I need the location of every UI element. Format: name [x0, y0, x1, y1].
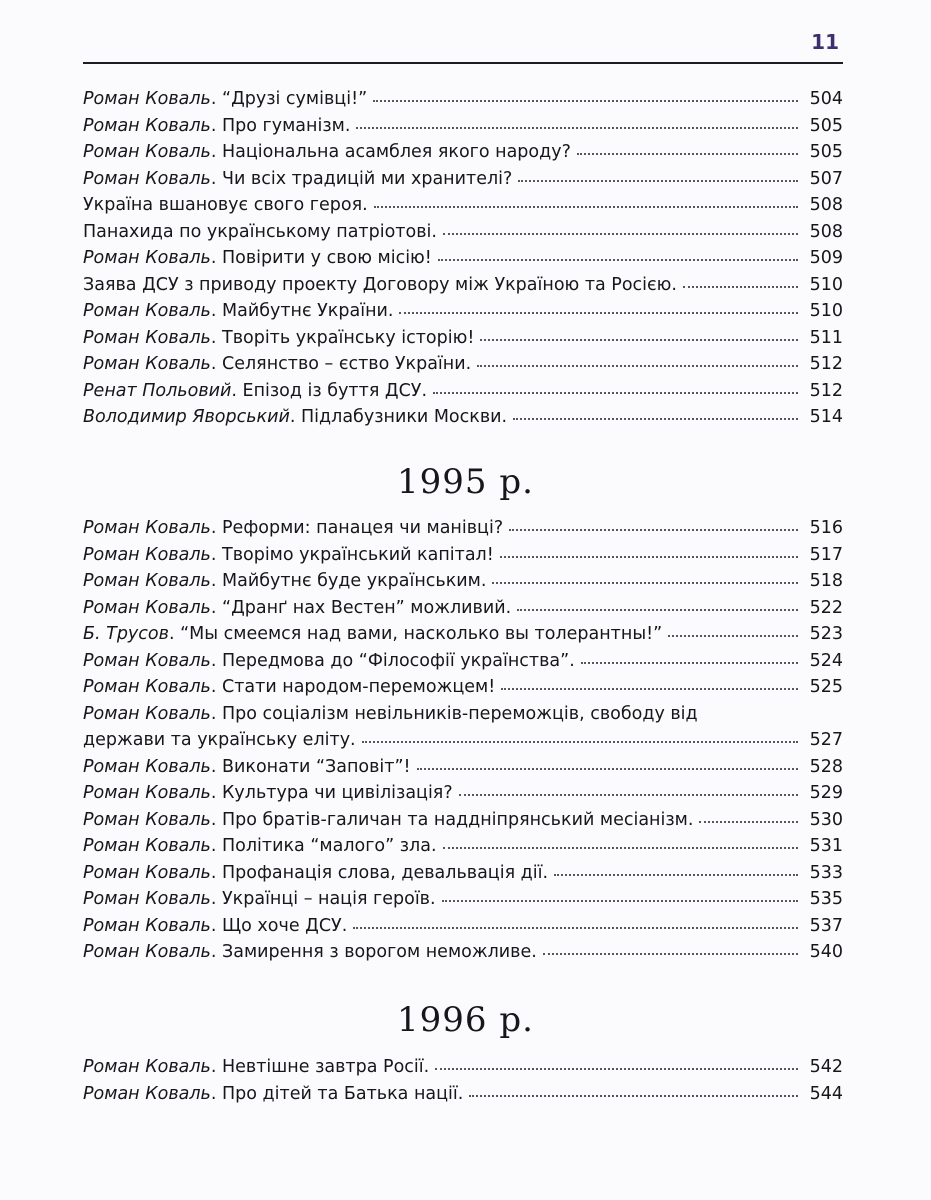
- entry-text: Ренат Польовий. Епізод із буття ДСУ.: [83, 380, 428, 401]
- entry-page-number: 517: [809, 544, 843, 565]
- entry-text: Роман Коваль. Чи всіх традицій ми хранителі?: [83, 168, 513, 189]
- dot-leader: [374, 206, 798, 208]
- entry-title: Епізод із буття ДСУ.: [242, 380, 428, 401]
- entry-title: Профанація слова, девальвація дії.: [222, 862, 549, 883]
- entry-page-number: 535: [809, 889, 843, 909]
- dot-leader: [509, 529, 797, 531]
- entry-text: [83, 272, 677, 299]
- toc-entry: [83, 86, 843, 113]
- header-rule: [83, 62, 843, 64]
- entry-author: Роман Коваль: [83, 677, 211, 697]
- entry-title: Панахида по українському патріотові.: [83, 221, 437, 242]
- dot-leader: [459, 794, 798, 796]
- toc-entry: [83, 351, 843, 378]
- entry-author: Роман Коваль: [83, 518, 211, 538]
- entry-page-number: 542: [809, 1057, 843, 1077]
- toc-entry: [83, 515, 843, 542]
- entry-title-continuation: держави та українську еліту.: [83, 730, 356, 750]
- toc-section-1995: [83, 515, 843, 966]
- toc-entry: [83, 166, 843, 193]
- page-number: 11: [811, 30, 839, 54]
- dot-leader: [356, 127, 797, 129]
- dot-leader: [433, 392, 798, 394]
- dot-leader: [362, 741, 798, 743]
- year-heading-1995: 1995 р.: [397, 462, 534, 502]
- toc-entry: [83, 378, 843, 405]
- toc-entry: [83, 860, 843, 887]
- dot-leader: [438, 259, 798, 261]
- entry-author: Роман Коваль: [83, 301, 211, 321]
- entry-title: Підлабузники Москви.: [301, 407, 508, 427]
- dot-leader: [477, 365, 797, 367]
- entry-text: Володимир Яворський. Підлабузники Москви.: [83, 407, 508, 427]
- entry-page-number: 533: [809, 862, 843, 883]
- entry-title: Культура чи цивілізація?: [222, 783, 453, 803]
- year-heading-1996: 1996 р.: [397, 1000, 534, 1040]
- entry-author: Роман Коваль: [83, 915, 211, 936]
- toc-section-1994: [83, 86, 843, 431]
- entry-title: Замирення з ворогом неможливе.: [222, 942, 537, 962]
- entry-author: Роман Коваль: [83, 354, 211, 374]
- toc-entry: [83, 245, 843, 272]
- dot-leader: [577, 153, 798, 155]
- dot-leader: [513, 418, 798, 420]
- dot-leader: [469, 1095, 797, 1097]
- entry-title: “Дранґ нах Вестен” можливий.: [222, 597, 512, 618]
- dot-leader: [443, 233, 798, 235]
- entry-text: Роман Коваль. Про дітей та Батька нації.: [83, 1083, 464, 1104]
- dot-leader: [501, 688, 797, 690]
- entry-page-number: 529: [809, 783, 843, 803]
- dot-leader: [353, 927, 797, 929]
- entry-text: Роман Коваль. Творімо український капітал!: [83, 544, 494, 565]
- entry-page-number: 518: [809, 571, 843, 591]
- entry-page-number: 527: [809, 730, 843, 750]
- dot-leader: [543, 953, 798, 955]
- toc-entry: [83, 913, 843, 940]
- toc-entry: [83, 780, 843, 807]
- toc-entry: [83, 621, 843, 648]
- entry-text: Роман Коваль. “Друзі сумівці!”: [83, 89, 368, 109]
- toc-entry: [83, 542, 843, 569]
- entry-page-number: 540: [809, 942, 843, 962]
- entry-title: Україна вшановує свого героя.: [83, 195, 368, 215]
- entry-title: “Друзі сумівці!”: [222, 89, 368, 109]
- entry-author: Роман Коваль: [83, 942, 211, 962]
- entry-page-number: 544: [809, 1083, 843, 1104]
- entry-author: Роман Коваль: [83, 809, 211, 830]
- entry-text: Роман Коваль. Стати народом-переможцем!: [83, 677, 496, 697]
- dot-leader: [492, 582, 797, 584]
- entry-page-number: 511: [809, 327, 843, 348]
- toc-entry: [83, 727, 843, 754]
- entry-title: Невтішне завтра Росії.: [222, 1057, 430, 1077]
- entry-text: Роман Коваль. Майбутнє буде українським.: [83, 571, 487, 591]
- entry-page-number: 525: [809, 677, 843, 697]
- entry-title: Про соціалізм невільників-переможців, свободу від: [222, 703, 698, 724]
- dot-leader: [443, 847, 798, 849]
- entry-author: Роман Коваль: [83, 783, 211, 803]
- entry-author: Роман Коваль: [83, 571, 211, 591]
- toc-entry: [83, 1054, 843, 1081]
- entry-author: Володимир Яворський: [83, 407, 290, 427]
- entry-title: Українці – нація героїв.: [222, 889, 436, 909]
- entry-page-number: 523: [809, 624, 843, 644]
- entry-title: Національна асамблея якого народу?: [222, 142, 571, 162]
- toc-entry: [83, 192, 843, 219]
- toc-entry: [83, 568, 843, 595]
- entry-author: Роман Коваль: [83, 1083, 211, 1104]
- entry-title: “Мы смеемся над вами, насколько вы толерантны!”: [180, 624, 663, 644]
- toc-entry-line: Роман Коваль. Про соціалізм невільників-переможців, свободу від: [83, 703, 698, 724]
- dot-leader: [518, 180, 797, 182]
- toc-section-1996: [83, 1054, 843, 1107]
- dot-leader: [554, 874, 798, 876]
- entry-title: Про гуманізм.: [222, 115, 351, 136]
- entry-title: Повірити у свою місію!: [222, 248, 432, 268]
- entry-text: Б. Трусов. “Мы смеемся над вами, насколько вы толерантны!”: [83, 624, 663, 644]
- toc-entry: [83, 595, 843, 622]
- entry-title: Політика “малого” зла.: [222, 836, 437, 856]
- entry-text: Роман Коваль. Селянство – єство України.: [83, 354, 472, 374]
- dot-leader: [435, 1068, 797, 1070]
- toc-entry: [83, 754, 843, 781]
- entry-author: Роман Коваль: [83, 1057, 211, 1077]
- entry-author: Роман Коваль: [83, 89, 211, 109]
- dot-leader: [442, 900, 798, 902]
- toc-entry: [83, 325, 843, 352]
- entry-page-number: 509: [809, 248, 843, 268]
- toc-entry: [83, 833, 843, 860]
- entry-text: [83, 192, 368, 219]
- entry-title: Майбутнє України.: [222, 301, 394, 321]
- toc-entry: [83, 113, 843, 140]
- toc-entry: [83, 674, 843, 701]
- entry-text: Роман Коваль. “Дранґ нах Вестен” можливий.: [83, 597, 512, 618]
- entry-title: Про дітей та Батька нації.: [222, 1083, 464, 1104]
- entry-page-number: 524: [809, 650, 843, 671]
- entry-text: Роман Коваль. Майбутнє України.: [83, 301, 394, 321]
- entry-text: Роман Коваль. Українці – нація героїв.: [83, 889, 436, 909]
- entry-page-number: 510: [809, 301, 843, 321]
- entry-page-number: 505: [809, 142, 843, 162]
- entry-page-number: 516: [809, 518, 843, 538]
- entry-author: Роман Коваль: [83, 142, 211, 162]
- dot-leader: [480, 339, 797, 341]
- entry-text: Роман Коваль. Культура чи цивілізація?: [83, 783, 453, 803]
- entry-page-number: 508: [809, 195, 843, 215]
- dot-leader: [373, 100, 797, 102]
- entry-text: Роман Коваль. Замирення з ворогом неможливе.: [83, 942, 537, 962]
- toc-entry: [83, 139, 843, 166]
- toc-entry: [83, 272, 843, 299]
- toc-entry: [83, 298, 843, 325]
- entry-text: Роман Коваль. Невтішне завтра Росії.: [83, 1057, 430, 1077]
- toc-entry: [83, 939, 843, 966]
- entry-author: Роман Коваль: [83, 703, 211, 724]
- entry-author: Роман Коваль: [83, 650, 211, 671]
- entry-title: Селянство – єство України.: [222, 354, 472, 374]
- entry-page-number: 531: [809, 836, 843, 856]
- toc-entry: [83, 807, 843, 834]
- entry-text: Роман Коваль. Передмова до “Філософії українства”.: [83, 650, 575, 671]
- toc-entry: [83, 648, 843, 675]
- entry-text: Роман Коваль. Виконати “Заповіт”!: [83, 756, 411, 777]
- entry-title: Стати народом-переможцем!: [222, 677, 496, 697]
- entry-title: Заява ДСУ з приводу проекту Договору між Україною та Росією.: [83, 274, 677, 295]
- entry-author: Роман Коваль: [83, 168, 211, 189]
- dot-leader: [683, 286, 798, 288]
- entry-author: Б. Трусов: [83, 624, 169, 644]
- entry-page-number: 510: [809, 274, 843, 295]
- entry-page-number: 512: [809, 380, 843, 401]
- entry-author: Роман Коваль: [83, 836, 211, 856]
- dot-leader: [517, 609, 797, 611]
- toc-entry: [83, 886, 843, 913]
- entry-text: [83, 219, 437, 246]
- entry-text: Роман Коваль. Творіть українську історію!: [83, 327, 475, 348]
- entry-title: Творіть українську історію!: [222, 327, 475, 348]
- entry-text: Роман Коваль. Профанація слова, девальвація дії.: [83, 862, 549, 883]
- entry-title: Виконати “Заповіт”!: [222, 756, 411, 777]
- dot-leader: [668, 635, 797, 637]
- toc-entry: [83, 404, 843, 431]
- entry-page-number: 512: [809, 354, 843, 374]
- entry-page-number: 505: [809, 115, 843, 136]
- entry-title: Творімо український капітал!: [222, 544, 494, 565]
- entry-author: Роман Коваль: [83, 889, 211, 909]
- entry-title: Про братів-галичан та наддніпрянський месіанізм.: [222, 809, 694, 830]
- dot-leader: [581, 662, 798, 664]
- entry-author: Роман Коваль: [83, 862, 211, 883]
- toc-entry: [83, 219, 843, 246]
- entry-author: Роман Коваль: [83, 544, 211, 565]
- dot-leader: [699, 821, 797, 823]
- entry-text: Роман Коваль. Про братів-галичан та наддніпрянський месіанізм.: [83, 809, 694, 830]
- entry-title: Передмова до “Філософії українства”.: [222, 650, 575, 671]
- entry-page-number: 528: [809, 756, 843, 777]
- entry-text: Роман Коваль. Національна асамблея якого народу?: [83, 142, 571, 162]
- entry-title: Майбутнє буде українським.: [222, 571, 487, 591]
- entry-text: Роман Коваль. Повірити у свою місію!: [83, 248, 432, 268]
- entry-author: Роман Коваль: [83, 248, 211, 268]
- entry-author: Роман Коваль: [83, 597, 211, 618]
- entry-text: Роман Коваль. Що хоче ДСУ.: [83, 915, 348, 936]
- entry-page-number: 504: [809, 89, 843, 109]
- entry-title: Чи всіх традицій ми хранителі?: [222, 168, 513, 189]
- entry-title: Що хоче ДСУ.: [222, 915, 348, 936]
- entry-page-number: 522: [809, 597, 843, 618]
- entry-text: Роман Коваль. Політика “малого” зла.: [83, 836, 437, 856]
- toc-entry: [83, 1081, 843, 1108]
- entry-page-number: 508: [809, 221, 843, 242]
- entry-author: Ренат Польовий: [83, 380, 232, 401]
- dot-leader: [399, 312, 797, 314]
- entry-page-number: 507: [809, 168, 843, 189]
- entry-author: Роман Коваль: [83, 327, 211, 348]
- entry-author: Роман Коваль: [83, 756, 211, 777]
- dot-leader: [500, 556, 798, 558]
- entry-page-number: 514: [809, 407, 843, 427]
- entry-page-number: 530: [809, 809, 843, 830]
- entry-page-number: 537: [809, 915, 843, 936]
- entry-text: Роман Коваль. Про гуманізм.: [83, 115, 351, 136]
- entry-author: Роман Коваль: [83, 115, 211, 136]
- entry-text: Роман Коваль. Реформи: панацея чи манівці?: [83, 518, 504, 538]
- entry-title: Реформи: панацея чи манівці?: [222, 518, 504, 538]
- dot-leader: [417, 768, 798, 770]
